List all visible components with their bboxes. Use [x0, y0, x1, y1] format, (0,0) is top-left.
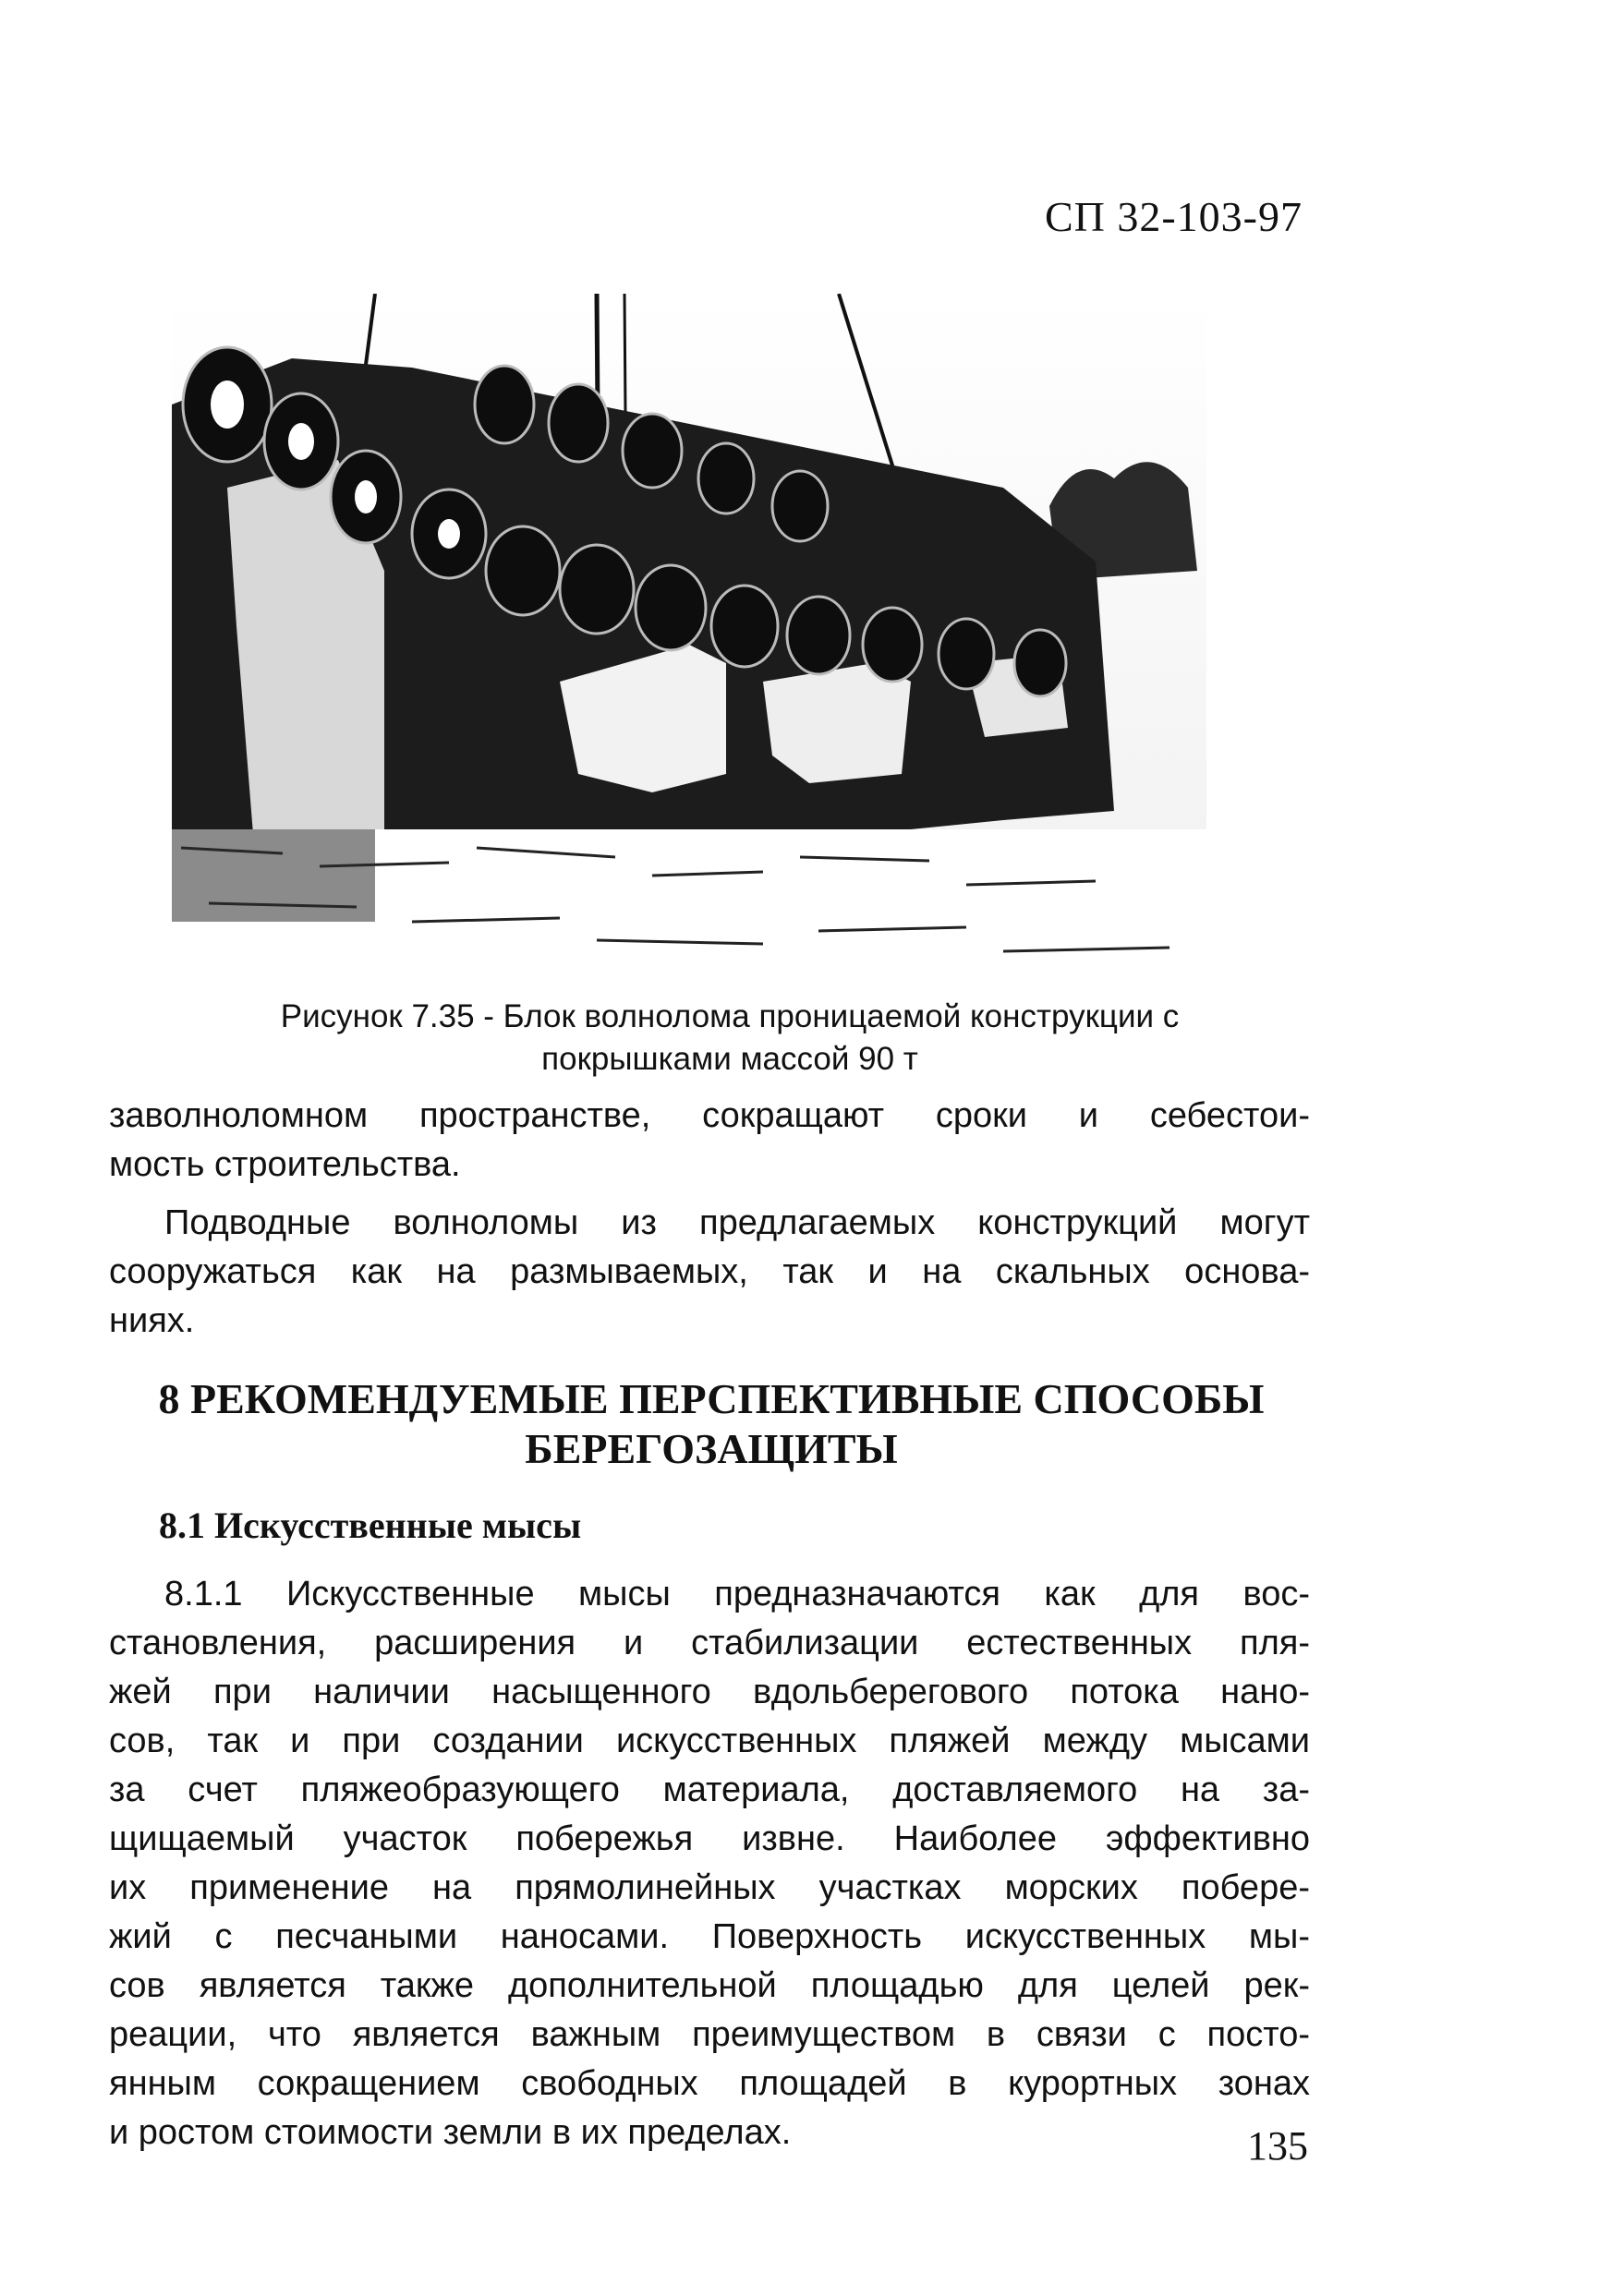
text-line: Подводные волноломы из предлагаемых конструкций могут — [164, 1203, 1310, 1242]
paragraph-1 — [109, 1092, 1310, 1190]
section-heading — [139, 1374, 1284, 1474]
figure-caption — [166, 996, 1293, 1081]
document-code: СП 32-103-97 — [1044, 193, 1303, 240]
text-line: янным сокращением свободных площадей в курортных зонах — [109, 2064, 1310, 2103]
text-line: и ростом стоимости земли в их пределах. — [109, 2113, 792, 2152]
figure-caption-line2: покрышками массой 90 т — [541, 1041, 918, 1077]
text-line: жий с песчаными наносами. Поверхность искусственных мы- — [109, 1917, 1310, 1956]
text-line: становления, расширения и стабилизации естественных пля- — [109, 1624, 1310, 1662]
page-number: 135 — [1247, 2123, 1308, 2169]
text-line: мость строительства. — [109, 1145, 461, 1184]
text-line: за счет пляжеобразующего материала, доставляемого на за- — [109, 1770, 1310, 1809]
text-line: сооружаться как на размываемых, так и на скальных основа- — [109, 1252, 1310, 1291]
text-line: заволноломном пространстве, сокращают сроки и себестои- — [109, 1096, 1310, 1135]
subsection-heading: 8.1 Искусственные мысы — [159, 1504, 582, 1546]
text-line: сов является также дополнительной площадью для целей рек- — [109, 1966, 1310, 2005]
paragraph-2 — [109, 1199, 1310, 1346]
figure-caption-line1: Рисунок 7.35 - Блок волнолома проницаемой конструкции с — [280, 998, 1180, 1034]
section-heading-line2: БЕРЕГОЗАЩИТЫ — [525, 1425, 898, 1472]
breakwater-block-photo — [172, 294, 1206, 970]
text-line: ниях. — [109, 1301, 195, 1340]
text-line: реации, что является важным преимуществом в связи с посто- — [109, 2015, 1310, 2054]
section-heading-line1: 8 РЕКОМЕНДУЕМЫЕ ПЕРСПЕКТИВНЫЕ СПОСОБЫ — [158, 1375, 1265, 1422]
text-line: щищаемый участок побережья извне. Наиболее эффективно — [109, 1819, 1310, 1858]
paragraph-3 — [109, 1570, 1310, 2157]
text-line: жей при наличии насыщенного вдольберегового потока нано- — [109, 1673, 1310, 1711]
text-line: их применение на прямолинейных участках морских побере- — [109, 1868, 1310, 1907]
text-line: сов, так и при создании искусственных пляжей между мысами — [109, 1722, 1310, 1760]
text-line: 8.1.1 Искусственные мысы предназначаются как для вос- — [164, 1575, 1310, 1613]
